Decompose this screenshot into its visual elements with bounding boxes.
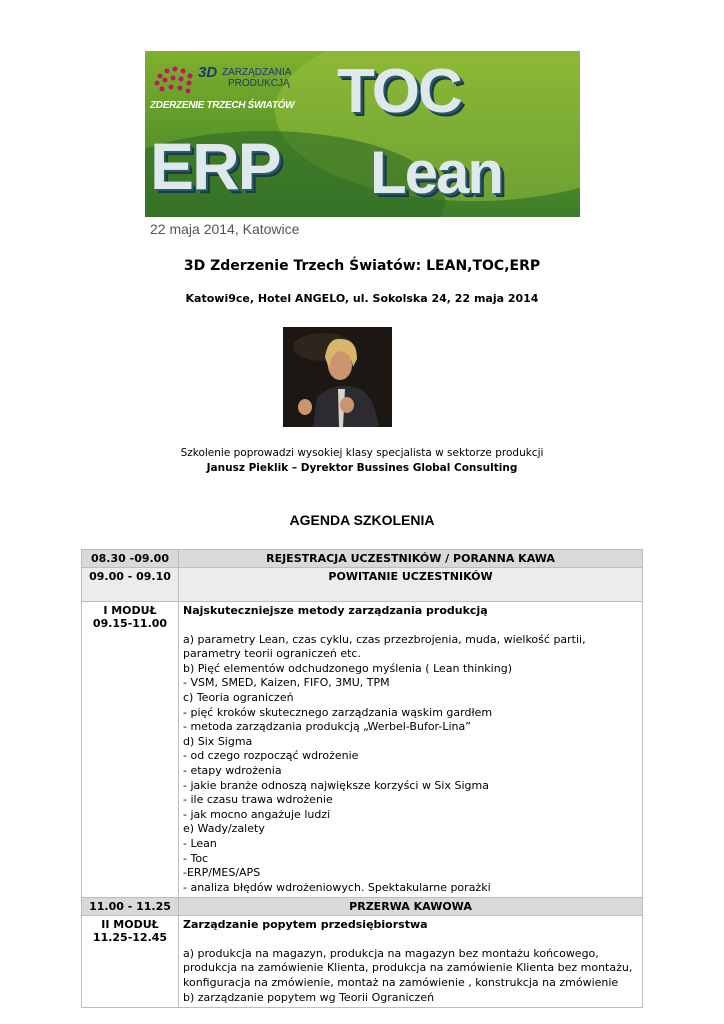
agenda-time: II MODUŁ 11.25-12.45 xyxy=(82,916,179,1008)
list-item: b) zarządzanie popytem wg Teorii Ograniczeń xyxy=(183,990,435,1004)
agenda-content xyxy=(179,602,643,898)
list-item: - jak mocno angażuje ludzi xyxy=(183,807,331,821)
table-row xyxy=(82,898,643,916)
module-items xyxy=(183,633,638,896)
banner-word-erp: ERP xyxy=(150,129,280,203)
page-title: 3D Zderzenie Trzech Światów: LEAN,TOC,ERP xyxy=(183,258,541,274)
list-item: - metoda zarządzania produkcją „Werbel-Bufor-Lina” xyxy=(183,720,471,734)
banner-date: 22 maja 2014, Katowice xyxy=(150,221,300,237)
list-item: produkcja na zamówienie Klienta, produkcja na zamówienie Klienta bez montażu, xyxy=(183,961,633,975)
agenda-time: I MODUŁ 09.15-11.00 xyxy=(82,602,179,898)
list-item: - VSM, SMED, Kaizen, FIFO, 3MU, TPM xyxy=(183,676,390,690)
list-item: a) parametry Lean, czas cyklu, czas przezbrojenia, muda, wielkość partii, xyxy=(183,632,586,646)
speaker-name: Janusz Pieklik – Dyrektor Bussines Global Consulting xyxy=(206,462,518,474)
speaker-silhouette-icon xyxy=(283,327,392,427)
list-item: - od czego rozpocząć wdrożenie xyxy=(183,749,359,763)
speaker-photo xyxy=(283,327,392,427)
list-item: d) Six Sigma xyxy=(183,734,253,748)
banner-subtitle: ZDERZENIE TRZECH ŚWIATÓW xyxy=(150,100,295,111)
speaker-intro: Szkolenie poprowadzi wysokiej klasy specjalista w sektorze produkcji xyxy=(180,447,544,459)
agenda-table xyxy=(81,549,643,1008)
table-row xyxy=(82,550,643,568)
list-item: e) Wady/zalety xyxy=(183,822,265,836)
table-row xyxy=(82,916,643,1008)
logo-dots-icon xyxy=(155,67,193,94)
list-item: - etapy wdrożenia xyxy=(183,763,282,777)
agenda-time: 09.00 - 09.10 xyxy=(82,568,179,602)
module-title: Najskuteczniejsze metody zarządzania produkcją xyxy=(183,604,488,617)
list-item: a) produkcja na magazyn, produkcja na magazyn bez montażu końcowego, xyxy=(183,946,599,960)
agenda-time: 11.00 - 11.25 xyxy=(82,898,179,916)
list-item: -ERP/MES/APS xyxy=(183,866,261,880)
list-item: - Lean xyxy=(183,836,217,850)
list-item: b) Pięć elementów odchudzonego myślenia ( Lean thinking) xyxy=(183,661,512,675)
agenda-heading: AGENDA SZKOLENIA xyxy=(289,512,435,528)
list-item: - analiza błędów wdrożeniowych. Spektakularne porażki xyxy=(183,880,491,894)
table-row xyxy=(82,602,643,898)
list-item: - Toc xyxy=(183,851,209,865)
logo-text: ZARZĄDZANIA PRODUKCJĄ xyxy=(222,67,292,89)
agenda-label: REJESTRACJA UCZESTNIKÓW / PORANNA KAWA xyxy=(179,550,643,568)
agenda-label: PRZERWA KAWOWA xyxy=(179,898,643,916)
list-item: c) Teoria ograniczeń xyxy=(183,690,294,704)
list-item: konfiguracja na zmówienie, montaż na zamówienie , konstrukcja na zmówienie xyxy=(183,976,619,990)
module-items xyxy=(183,947,638,1005)
logo-3d: 3D xyxy=(198,64,218,81)
module-title: Zarządzanie popytem przedsiębiorstwa xyxy=(183,918,428,932)
list-item: - jakie branże odnoszą największe korzyści w Six Sigma xyxy=(183,778,489,792)
banner-word-toc: TOC xyxy=(337,57,461,126)
agenda-content xyxy=(179,916,643,1008)
banner-word-lean: Lean xyxy=(370,139,503,206)
agenda-label: POWITANIE UCZESTNIKÓW xyxy=(179,568,643,602)
list-item: - pięć kroków skutecznego zarządzania wąskim gardłem xyxy=(183,705,493,719)
list-item: parametry teorii ograniczeń etc. xyxy=(183,647,361,661)
table-row xyxy=(82,568,643,602)
list-item: - ile czasu trawa wdrożenie xyxy=(183,793,333,807)
event-location: Katowi9ce, Hotel ANGELO, ul. Sokolska 24, 22 maja 2014 xyxy=(185,292,539,305)
agenda-time: 08.30 -09.00 xyxy=(82,550,179,568)
